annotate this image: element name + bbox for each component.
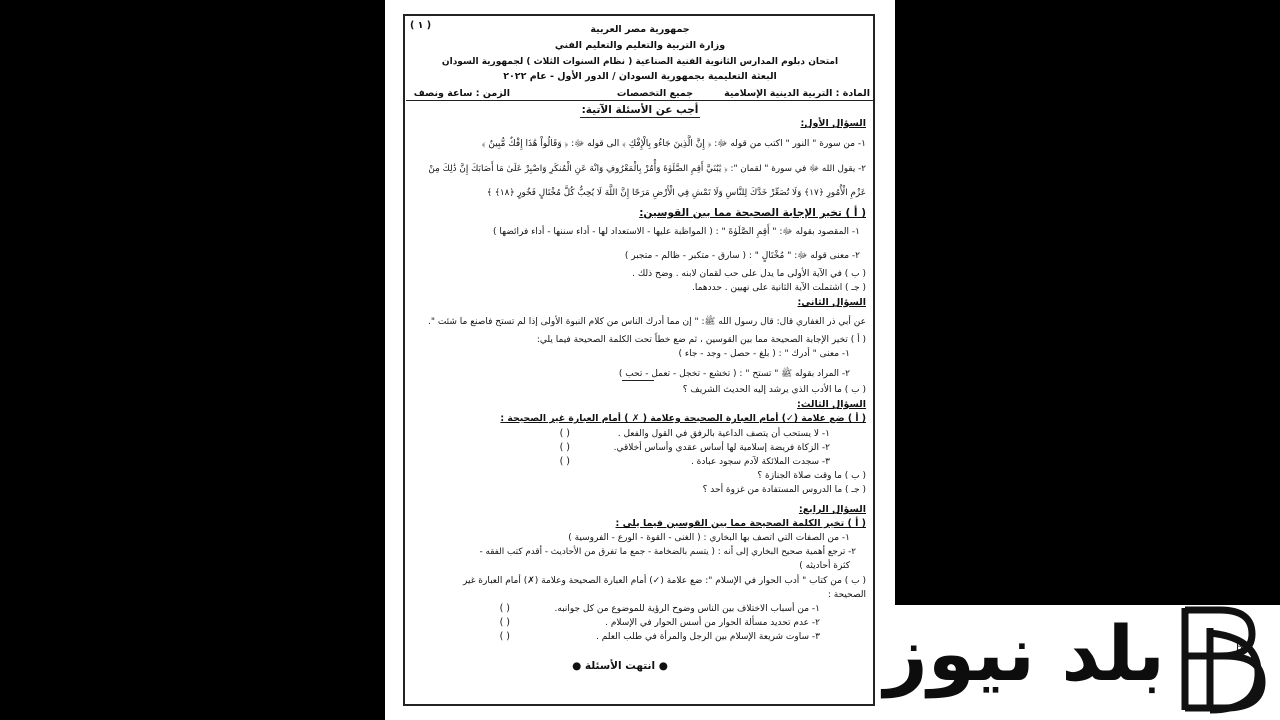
specialization-label: جميع التخصصات bbox=[616, 88, 694, 99]
q4-b2-paren: ( ) bbox=[499, 617, 510, 628]
q2-title: السؤال الثاني: bbox=[797, 297, 866, 308]
bd-logo-icon bbox=[880, 598, 1280, 720]
q4-b1-paren: ( ) bbox=[499, 603, 510, 614]
q3-s1: ١- لا يستحب أن يتصف الداعية بالرفق في القول والفعل . bbox=[617, 429, 830, 439]
q2-hadith: عن أبي ذر الغفاري قال: قال رسول الله ﷺ: " إن مما أدرك الناس من كلام النبوة الأولى إذا لم تستح فاصنع ما شئت ". bbox=[427, 317, 866, 327]
q3-s3-paren: ( ) bbox=[559, 456, 570, 467]
ministry-name: وزارة التربية والتعليم والتعليم الفني bbox=[554, 40, 726, 51]
q3-c: ( جـ ) ما الدروس المستفادة من غزوة أحد ؟ bbox=[702, 485, 866, 495]
q1-b: ( ب ) في الآية الأولى ما يدل على حب لقمان لابنه . وضح ذلك . bbox=[632, 269, 866, 279]
q3-a-title: ( أ ) ضع علامة (✓) أمام العبارة الصحيحة وعلامة ( ✗ ) أمام العبارة غير الصحيحة : bbox=[500, 413, 866, 424]
q1-a1: ١- المقصود بقوله ﷻ: " أَقِمِ الصَّلَوٰةَ " : ( المواظبة عليها - الاستعداد لها - أداء سننها - أداء فرائضها ) bbox=[492, 227, 860, 237]
logo-lettering: BD bbox=[1236, 642, 1251, 653]
q4-a-title: ( أ ) تخير الكلمة الصحيحة مما بين القوسين فيما يلي : bbox=[615, 518, 866, 529]
watermark-text: بلد نيوز bbox=[884, 609, 1165, 698]
q4-b2: ٢- عدم تحديد مسألة الحوار من أسس الحوار في الإسلام . bbox=[605, 618, 820, 628]
q3-s2: ٢- الزكاة فريضة إسلامية لها أساس عقدي وأساس أخلاقي. bbox=[613, 443, 830, 453]
q4-b3: ٣- ساوت شريعة الإسلام بين الرجل والمرأة في طلب العلم . bbox=[596, 632, 820, 642]
q4-b3-paren: ( ) bbox=[499, 631, 510, 642]
q1-c: ( جـ ) اشتملت الآية الثانية على نهيين . حددهما. bbox=[692, 283, 866, 293]
q2-a2: ٢- المراد بقوله ﷺ " تستح " : ( تخشع - تخجل - تعمل - تحب ) bbox=[618, 369, 850, 379]
mission-line: البعثة التعليمية بجمهورية السودان / الدور الأول - عام ٢٠٢٢ bbox=[503, 71, 777, 82]
subject-label: المادة : التربية الدينية الإسلامية bbox=[724, 88, 870, 99]
q3-s3: ٣- سجدت الملائكة لآدم سجود عبادة . bbox=[690, 457, 830, 467]
q1-line2a: ٢- يقول الله ﷻ في سورة " لقمان ": ﴿ يَٰبُنَيَّ أَقِمِ الصَّلَوٰةَ وَأْمُرْ بِالْمَعْرُوفِ وَانْهَ عَنِ الْمُنكَرِ وَاصْبِرْ عَلَىٰ مَا أَصَابَكَ إِنَّ ذَٰلِكَ مِنْ bbox=[428, 164, 866, 174]
q4-title: السؤال الرابع: bbox=[798, 504, 866, 515]
q4-b-title-b: الصحيحة : bbox=[827, 590, 866, 600]
q1-a-title: ( أ ) تخير الإجابة الصحيحة مما بين القوسين: bbox=[639, 207, 866, 219]
q2-a1: ١- معنى " أدرك " : ( بلغ - حصل - وجد - جاء ) bbox=[678, 349, 850, 359]
header-divider bbox=[406, 100, 874, 101]
q4-a2a: ٢- ترجع أهمية صحيح البخاري إلى أنه : ( يتسم بالضخامة - جمع ما تفرق من الأحاديث - أقدم كتب الفقه - bbox=[479, 547, 856, 557]
q3-b: ( ب ) ما وقت صلاة الجنازة ؟ bbox=[757, 471, 866, 481]
instruction-underline bbox=[580, 117, 700, 118]
time-label: الزمن : ساعة ونصف bbox=[413, 88, 510, 99]
q4-b1: ١- من أسباب الاختلاف بين الناس وضوح الرؤية للموضوع من كل جوانبه. bbox=[554, 604, 820, 614]
q1-a2: ٢- معنى قوله ﷻ: " مُخْتَالٍ " : ( سارق - متكبر - ظالم - متجبر ) bbox=[624, 251, 860, 261]
end-of-questions: ● انتهت الأسئلة ● bbox=[572, 660, 668, 672]
q3-title: السؤال الثالث: bbox=[797, 399, 866, 410]
instruction-line: أجب عن الأسئلة الآتية: bbox=[581, 104, 699, 116]
exam-title: امتحان دبلوم المدارس الثانوية الفنية الصناعية ( نظام السنوات الثلاث ) لجمهورية السودان bbox=[441, 57, 839, 67]
q1-title: السؤال الأول: bbox=[800, 118, 866, 129]
q1-line2b: عَزْمِ الْأُمُورِ ﴿١٧﴾ وَلَا تُصَعِّرْ خَدَّكَ لِلنَّاسِ وَلَا تَمْشِ فِي الْأَرْضِ مَرَحًا إِنَّ اللَّهَ لَا يُحِبُّ كُلَّ مُخْتَالٍ فَخُورٍ ﴿١٨﴾ ﴾ bbox=[486, 188, 866, 198]
q1-line1: ١- من سورة " النور " اكتب من قوله ﷻ: ﴿ إِنَّ الَّذِينَ جَاءُو بِالْإِفْكِ ﴾ الى قوله ﷻ: ﴿ وَقَالُواْ هَٰذَا إِفْكٌ مُّبِينٌ ﴾ bbox=[481, 139, 866, 149]
q2-a2-answer-underline bbox=[622, 380, 654, 381]
q2-b: ( ب ) ما الأدب الذي يرشد إليه الحديث الشريف ؟ bbox=[682, 385, 866, 395]
q3-s2-paren: ( ) bbox=[559, 442, 570, 453]
country-name: جمهورية مصر العربية bbox=[590, 24, 690, 35]
page-number: ( ١ ) bbox=[410, 20, 432, 31]
q4-a1: ١- من الصفات التي اتصف بها البخاري : ( الغنى - القوة - الورع - الفروسية ) bbox=[568, 533, 850, 543]
q3-s1-paren: ( ) bbox=[559, 428, 570, 439]
q2-a-title: ( أ ) تخير الإجابة الصحيحة مما بين القوسين ، ثم ضع خطاً تحت الكلمة الصحيحة فيما يلي: bbox=[536, 335, 866, 345]
q4-a2b: كثرة أحاديثه ) bbox=[799, 561, 850, 571]
q4-b-title-a: ( ب ) من كتاب " أدب الحوار في الإسلام ": ضع علامة (✓) أمام العبارة الصحيحة وعلامة (✗) أمام العبارة غير bbox=[463, 576, 866, 586]
